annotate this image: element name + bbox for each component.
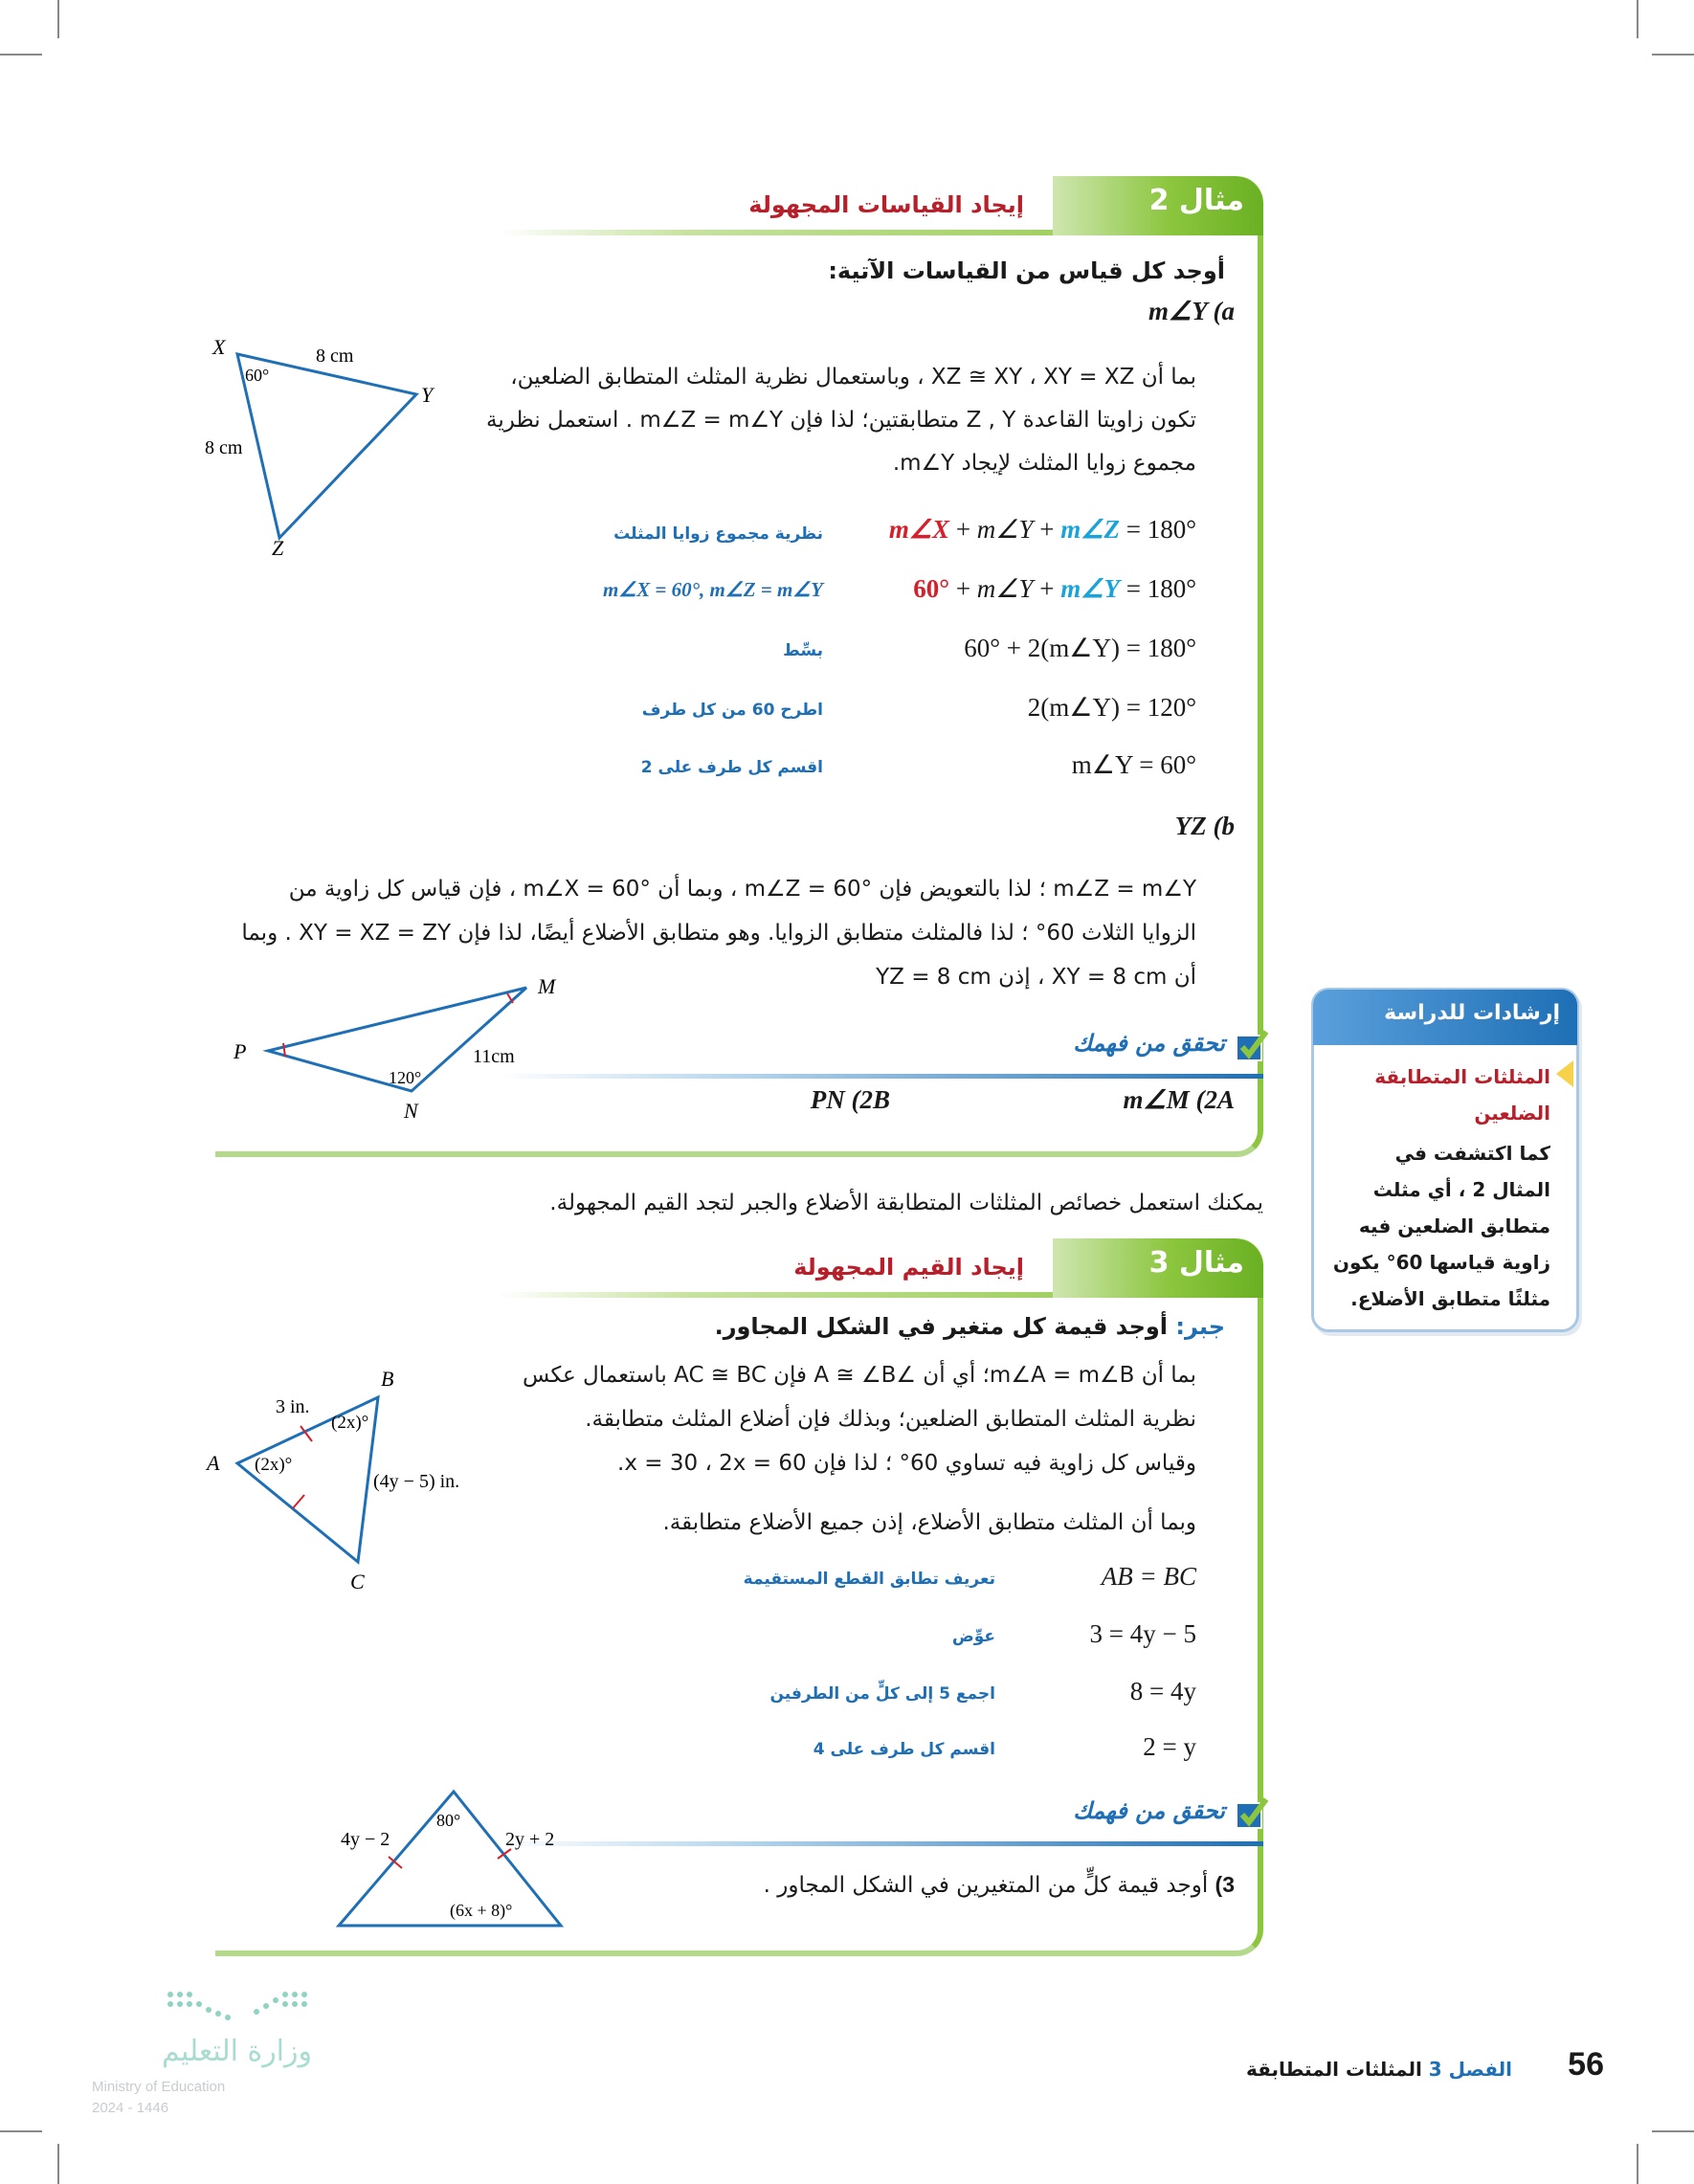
fig2-side: 11cm — [473, 1046, 515, 1067]
fig4-side-left: 4y − 2 — [341, 1829, 390, 1850]
example-2-label: مثال 2 — [1148, 184, 1244, 217]
fig3-side-bc: (4y − 5) in. — [373, 1471, 460, 1492]
fig3-angle-a: (2x)° — [255, 1455, 293, 1475]
crop-mark — [57, 0, 59, 38]
example-3-prompt-row — [536, 1313, 1225, 1340]
figure-3-triangle-abc — [201, 1363, 498, 1602]
figure-1-triangle-xyz — [191, 325, 459, 565]
ministry-name-ar: وزارة التعليم — [161, 2035, 312, 2068]
check-2b: PN (2B — [810, 1085, 890, 1114]
step-4-expr: 2(m∠Y) = 120° — [1027, 693, 1196, 722]
step-2-expr: 60° + m∠Y + m∠Y = 180° — [913, 574, 1196, 603]
footer-chapter: الفصل 3 — [1428, 2058, 1512, 2081]
fig1-label-x: X — [212, 335, 226, 359]
crop-mark — [1652, 54, 1694, 56]
fig3-label-c: C — [350, 1570, 365, 1593]
check-3-row — [670, 1864, 1235, 1906]
check-3-number: 3) — [1215, 1872, 1235, 1897]
study-tip-arrow — [1556, 1060, 1573, 1087]
example-2-prompt: أوجد كل قياس من القياسات الآتية: — [828, 257, 1225, 284]
step-1-expr: m∠X + m∠Y + m∠Z = 180° — [888, 515, 1196, 544]
part-b-text: m∠Z = m∠Y ؛ لذا بالتعويض فإن m∠Z = 60° ، وبما أن m∠X = 60° ، فإن قياس كل زاوية من الزوايا الثلاث 60° ؛ لذا فالمثلث متطابق الزوايا. وهو متطابق الأضلاع أيضًا، لذا فإن XY = XZ = ZY . وبما أن XY = 8 cm ، إذن YZ = 8 cm — [241, 877, 1196, 990]
check-3-icon — [1235, 1795, 1269, 1830]
check-3-line — [498, 1841, 1263, 1846]
ministry-logo-dots — [165, 1989, 318, 2025]
ex3-step-2-reason: عوِّض — [951, 1627, 995, 1646]
ex3-step-1-reason: تعريف تطابق القطع المستقيمة — [743, 1570, 995, 1589]
step-1-reason: نظرية مجموع زوايا المثلث — [613, 524, 823, 544]
fig1-side-xy: 8 cm — [316, 345, 354, 367]
crop-mark — [57, 2144, 59, 2184]
ex3-step-4-expr: 2 = y — [1143, 1732, 1196, 1761]
part-a-label: m∠Y (a — [1148, 297, 1235, 325]
example-3-title: إيجاد القيم المجهولة — [793, 1254, 1024, 1281]
crop-mark — [0, 2130, 42, 2132]
fig3-label-b: B — [381, 1367, 394, 1391]
fig2-label-p: P — [234, 1039, 247, 1063]
example-2-title: إيجاد القياسات المجهولة — [748, 191, 1024, 218]
example-3-text2: وبما أن المثلث متطابق الأضلاع، إذن جميع الأضلاع متطابقة. — [662, 1510, 1196, 1535]
fig2-label-m: M — [538, 974, 556, 998]
bridge-text: يمكنك استعمل خصائص المثلثات المتطابقة الأضلاع والجبر لتجد القيم المجهولة. — [549, 1191, 1263, 1215]
footer-chapter-title: المثلثات المتطابقة — [1246, 2058, 1422, 2081]
study-tip-body: كما اكتشفت في المثال 2 ، أي مثلث متطابق الضلعين فيه زاوية قياسها 60° يكون مثلثًا متطابق الأضلاع. — [1332, 1142, 1550, 1310]
study-tip-header-text: إرشادات للدراسة — [1384, 1001, 1560, 1025]
crop-mark — [1652, 2130, 1694, 2132]
ex3-step-2-expr: 3 = 4y − 5 — [1089, 1619, 1196, 1648]
ex3-step-3-expr: 8 = 4y — [1129, 1677, 1196, 1705]
figure-2-triangle-mnp — [230, 967, 574, 1129]
part-a-text: بما أن XZ ≅ XY ، XY = XZ ، وباستعمال نظرية المثلث المتطابق الضلعين، تكون زاويتا القاعدة Z , Y متطابقتين؛ لذا فإن m∠Z = m∠Y . استعمل نظرية مجموع زوايا المثلث لإيجاد m∠Y. — [486, 365, 1196, 476]
step-3-reason: بسِّط — [783, 641, 823, 660]
ex3-step-3-reason: اجمع 5 إلى كلٍّ من الطرفين — [769, 1684, 995, 1704]
ministry-year: 2024 - 1446 — [92, 2100, 169, 2116]
study-tip-title: المثلثات المتطابقة الضلعين — [1374, 1065, 1550, 1125]
fig4-side-right: 2y + 2 — [505, 1829, 555, 1850]
figure-4-triangle — [325, 1780, 593, 1933]
fig3-side-ab: 3 in. — [276, 1396, 310, 1417]
example-3-text: بما أن m∠A = m∠B؛ أي أن ∠A ≅ ∠B فإن AC ≅ BC باستعمال عكس نظرية المثلث المتطابق الضلعين؛ وبذلك فإن أضلاع المثلث متطابقة. وقياس كل زاوية فيه تساوي 60° ؛ لذا فإن x = 30 ، 2x = 60. — [523, 1363, 1196, 1476]
fig3-angle-b: (2x)° — [331, 1413, 369, 1433]
page-number: 56 — [1568, 2046, 1604, 2083]
part-b-label: YZ (b — [1174, 812, 1235, 840]
fig3-label-a: A — [207, 1451, 220, 1475]
fig1-label-z: Z — [272, 536, 284, 560]
fig4-angle-top: 80° — [436, 1811, 461, 1830]
algebra-tag: جبر: — [1175, 1313, 1225, 1340]
step-4-reason: اطرح 60 من كل طرف — [641, 701, 823, 720]
step-2-reason: m∠X = 60°, m∠Z = m∠Y — [603, 578, 823, 601]
fig1-angle-x: 60° — [245, 366, 270, 385]
ex3-step-4-reason: اقسم كل طرف على 4 — [813, 1740, 995, 1759]
check-3-text: أوجد قيمة كلٍّ من المتغيرين في الشكل المجاور . — [763, 1873, 1209, 1898]
crop-mark — [1637, 0, 1638, 38]
step-5-expr: m∠Y = 60° — [1071, 750, 1196, 779]
crop-mark — [0, 54, 42, 56]
crop-mark — [1637, 2144, 1638, 2184]
check-2a: m∠M (2A — [1123, 1085, 1235, 1114]
step-3-expr: 60° + 2(m∠Y) = 180° — [964, 634, 1196, 662]
fig1-side-xz: 8 cm — [205, 437, 243, 458]
fig2-label-n: N — [404, 1099, 418, 1123]
ex3-step-1-expr: AB = BC — [1101, 1562, 1196, 1591]
fig1-label-y: Y — [421, 383, 434, 407]
example-3-label: مثال 3 — [1148, 1246, 1244, 1280]
example-3-prompt: أوجد قيمة كل متغير في الشكل المجاور. — [714, 1313, 1169, 1340]
check-3-title: تحقق من فهمك — [1073, 1797, 1225, 1824]
fig4-angle-bottom: (6x + 8)° — [450, 1901, 513, 1920]
check-2-line — [498, 1074, 1263, 1079]
check-2-icon — [1235, 1028, 1269, 1062]
check-2-title: تحقق من فهمك — [1073, 1030, 1225, 1057]
ministry-name-en: Ministry of Education — [92, 2079, 226, 2095]
fig2-angle: 120° — [389, 1068, 422, 1087]
footer-chapter-row — [1148, 2058, 1512, 2081]
step-5-reason: اقسم كل طرف على 2 — [640, 758, 823, 777]
